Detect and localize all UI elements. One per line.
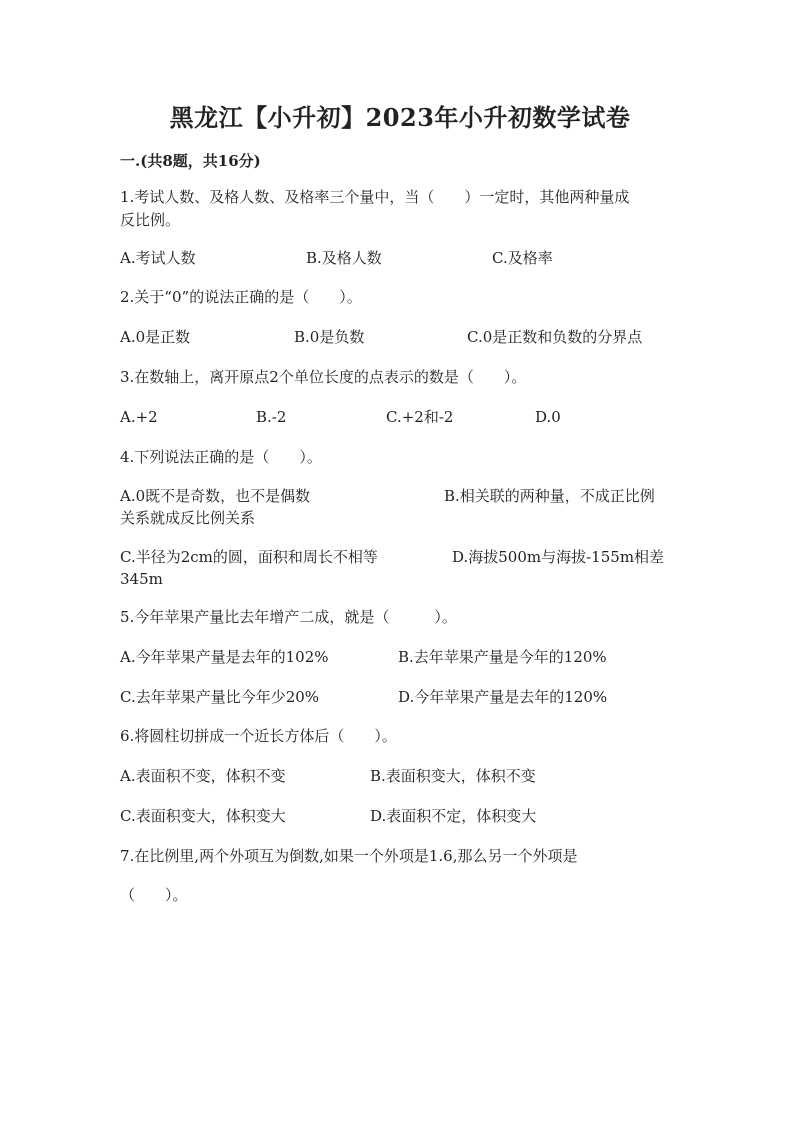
question-2-stem: 2.关于“0”的说法正确的是（ ）。 [120, 288, 362, 306]
question-2-option-c[interactable]: C.0是正数和负数的分界点 [467, 328, 643, 346]
section-header: 一.(共8题，共16分) [120, 152, 261, 170]
question-6-option-a[interactable]: A.表面积不变，体积不变 [120, 767, 286, 785]
question-5-option-d[interactable]: D.今年苹果产量是去年的120% [398, 688, 608, 706]
question-4-option-b[interactable]: B.相关联的两种量，不成正比例 [444, 487, 655, 505]
question-3-option-b[interactable]: B.-2 [256, 408, 287, 426]
question-4-option-a[interactable]: A.0既不是奇数，也不是偶数 [120, 487, 311, 505]
question-5-stem: 5.今年苹果产量比去年增产二成，就是（ ）。 [120, 608, 457, 626]
question-4-option-c[interactable]: C.半径为2cm的圆，面积和周长不相等 [120, 548, 378, 566]
question-1-option-c[interactable]: C.及格率 [492, 249, 553, 267]
question-3-option-d[interactable]: D.0 [535, 408, 561, 426]
question-7-stem-line-2: （ ）。 [120, 886, 188, 904]
question-3-option-c[interactable]: C.+2和-2 [386, 408, 454, 426]
question-7-stem-line-1: 7.在比例里,两个外项互为倒数,如果一个外项是1.6,那么另一个外项是 [120, 847, 578, 865]
question-4-option-d[interactable]: D.海拔500m与海拔-155m相差 [452, 548, 665, 566]
question-6-option-b[interactable]: B.表面积变大，体积不变 [370, 767, 536, 785]
question-2-option-a[interactable]: A.0是正数 [120, 328, 191, 346]
page-title: 黑龙江【小升初】2023年小升初数学试卷 [169, 103, 631, 132]
question-4-option-d-continued[interactable]: 345m [120, 570, 163, 588]
question-2-option-b[interactable]: B.0是负数 [294, 328, 365, 346]
question-6-stem: 6.将圆柱切拼成一个近长方体后（ ）。 [120, 727, 397, 745]
question-3-stem: 3.在数轴上，离开原点2个单位长度的点表示的数是（ ）。 [120, 368, 527, 386]
question-1-stem-line-2: 反比例。 [120, 211, 181, 229]
question-4-stem: 4.下列说法正确的是（ ）。 [120, 448, 322, 466]
question-4-option-b-continued[interactable]: 关系就成反比例关系 [120, 509, 256, 527]
question-6-option-d[interactable]: D.表面积不定，体积变大 [370, 807, 537, 825]
question-1-option-b[interactable]: B.及格人数 [306, 249, 382, 267]
question-1-stem-line-1: 1.考试人数、及格人数、及格率三个量中，当（ ）一定时，其他两种量成 [120, 188, 630, 206]
question-6-option-c[interactable]: C.表面积变大，体积变大 [120, 807, 286, 825]
question-3-option-a[interactable]: A.+2 [120, 408, 158, 426]
question-5-option-c[interactable]: C.去年苹果产量比今年少20% [120, 688, 320, 706]
question-1-option-a[interactable]: A.考试人数 [120, 249, 196, 267]
question-5-option-b[interactable]: B.去年苹果产量是今年的120% [398, 648, 607, 666]
question-5-option-a[interactable]: A.今年苹果产量是去年的102% [120, 648, 329, 666]
